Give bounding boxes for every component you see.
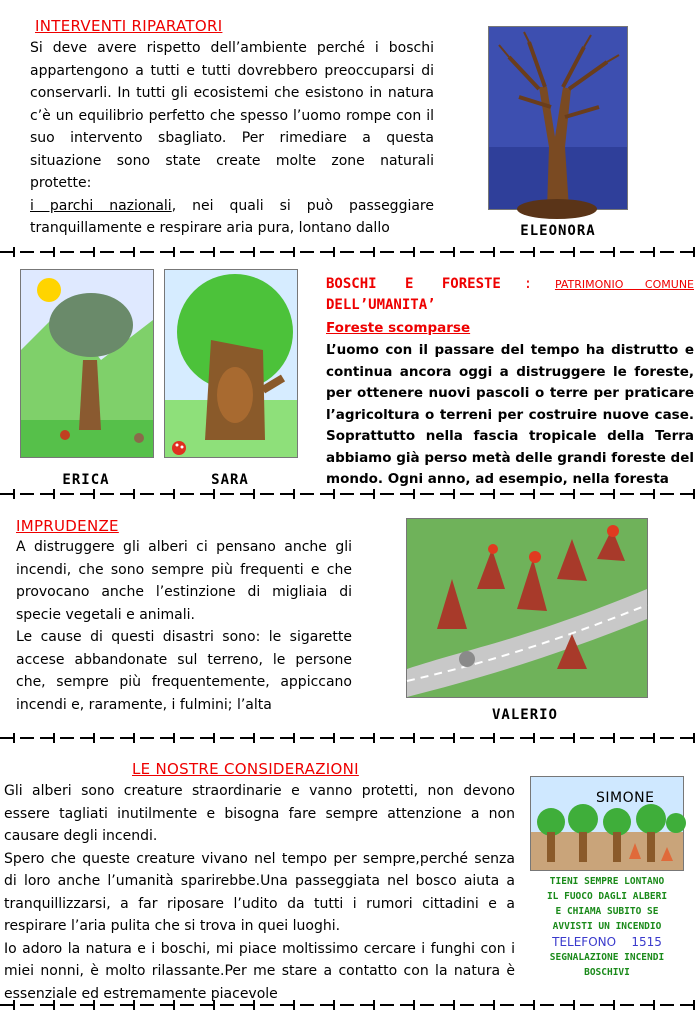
drawing-bare-tree <box>488 26 628 210</box>
notice-line: AVVISTI UN INCENDIO <box>552 921 662 932</box>
section-interventi <box>30 16 434 238</box>
section-subtitle: Foreste scomparse <box>326 320 471 336</box>
drawing-tree-sara <box>164 269 298 458</box>
fire-notice <box>526 874 688 976</box>
notice-line: E CHIAMA SUBITO SE <box>555 906 659 917</box>
caption-sara: SARA <box>211 472 249 488</box>
section-body: L’uomo con il passare del tempo ha distrutto e continua ancora oggi a distruggere le foreste, per ottenere nuovi pascoli o terre per praticare l’agricoltura o terreni per costruire nuove case. Soprattutto nella fascia tropicale della Terra abbiamo già perso metà delle grandi foreste del mondo. Ogni anno, ad esempio, nella foresta <box>326 342 695 487</box>
divider <box>0 733 699 743</box>
phone-number: TELEFONO 1515 <box>552 935 662 949</box>
section-body: Gli alberi sono creature straordinarie e vanno protetti, non devono essere tagliati inutilmente e bisogna fare sempre attenzione a non causare degli incendi. Spero che queste creature vivano nel tempo per sempre,perché senza di loro anche l’umanità sparirebbe.Una passeggiata nel bosco aiuta a tranquillizzarsi, a far riposare l’udito da tutti i rumori cittadini e a respirare l’aria pulita che si trova in quei luoghi. Io adoro la natura e i boschi, mi piace moltissimo cercare i funghi con i miei nonni, è molto rilassante.Per me stare a contatto con la natura è essenziale ed estremamente piacevole <box>4 783 515 1002</box>
section-body: A distruggere gli alberi ci pensano anche gli incendi, che sono sempre più frequenti e che provocano anche l’estinzione di migliaia di specie vegetali e animali. Le cause di questi disastri sono: le sigarette accese abbandonate sul terreno, le persone che, sempre più frequentemente, appiccano incendi e, raramente, i fulmini; l’alta <box>16 539 352 713</box>
drawing-forest-fire <box>406 518 648 698</box>
divider <box>0 1000 699 1010</box>
drawing-tree-erica <box>20 269 154 458</box>
section-imprudenze <box>16 516 352 714</box>
section-considerazioni <box>4 780 515 1002</box>
section-boschi-foreste <box>326 274 694 487</box>
section-title: BOSCHI E FORESTE : PATRIMONIO COMUNE <box>326 276 694 292</box>
caption-eleonora: ELEONORA <box>520 223 596 239</box>
divider <box>0 247 699 257</box>
notice-cut: BOSCHIVI <box>584 967 630 978</box>
section-title: IMPRUDENZE <box>16 517 119 535</box>
notice-line: IL FUOCO DAGLI ALBERI <box>546 891 668 902</box>
section-title: INTERVENTI RIPARATORI <box>35 17 223 35</box>
drawing-label-simone: SIMONE <box>596 790 655 806</box>
section-body: Si deve avere rispetto dell’ambiente perché i boschi appartengono a tutti e tutti dovrebbero preoccuparsi di conservarli. In tutti gli ecosistemi che esistono in natura c’è un equilibrio perfetto che spesso l’uomo rompe con il suo intervento sbagliato. Per rimediare a questa situazione sono state create molte zone naturali protette: i parchi nazionali, nei quali si può passeggiare tranquillamente e respirare aria pura, lontano dallo <box>30 40 434 236</box>
notice-line: TIENI SEMPRE LONTANO <box>549 876 665 887</box>
divider <box>0 489 699 499</box>
section-title-line2: DELL’UMANITA’ <box>326 297 436 313</box>
caption-erica: ERICA <box>62 472 110 488</box>
caption-valerio: VALERIO <box>491 707 558 723</box>
section-title-considerazioni: LE NOSTRE CONSIDERAZIONI <box>132 760 359 778</box>
notice-footer: SEGNALAZIONE INCENDI <box>549 952 665 963</box>
